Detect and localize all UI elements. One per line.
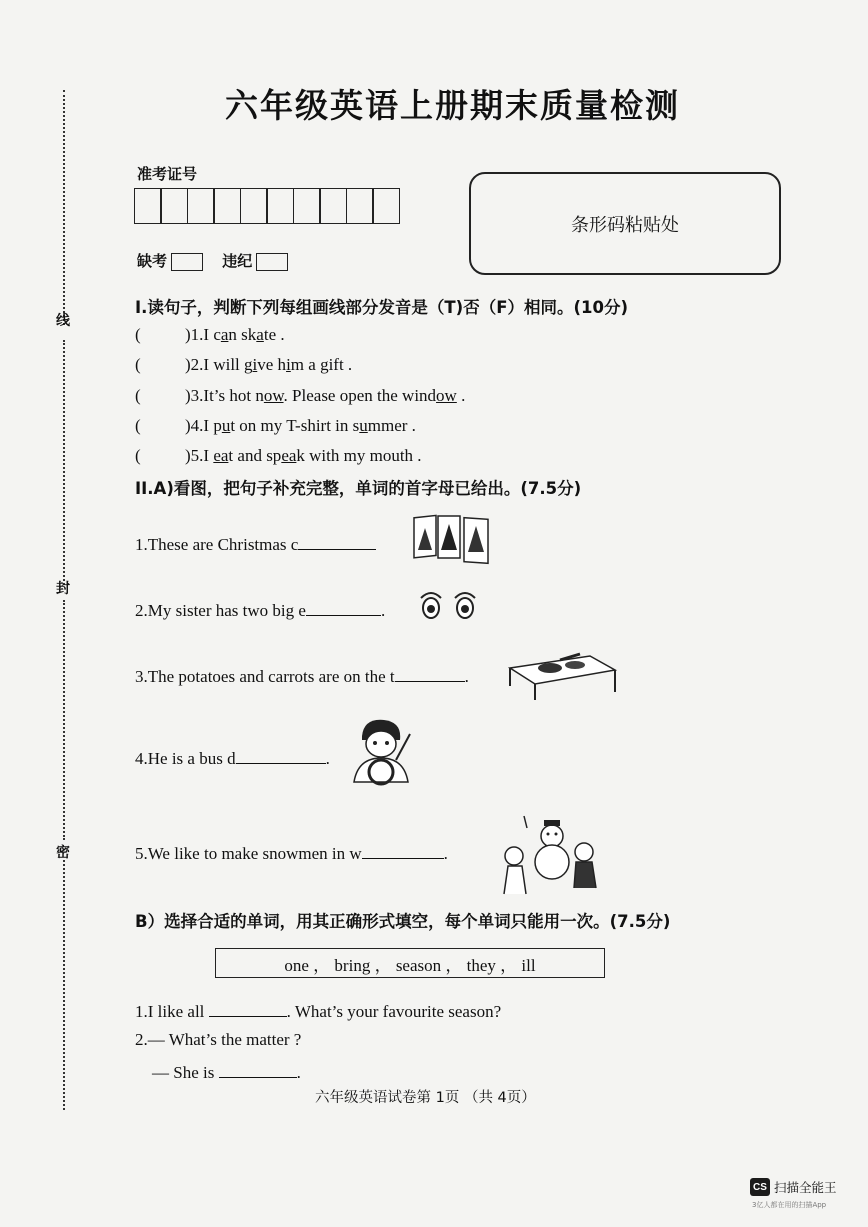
barcode-label: 条形码粘贴处 — [571, 214, 679, 236]
word-bank-words: one ， bring ， season ， they ， ill — [284, 955, 536, 975]
page-footer: 六年级英语试卷第 1页 （共 4页） — [315, 1090, 536, 1106]
binding-dotted-line — [63, 600, 65, 840]
section2b-q1: 1.I like all . What’s your favourite season? — [135, 999, 501, 1022]
section2a-item: 5.We like to make snowmen in w . — [135, 841, 448, 864]
binding-char: 线 — [56, 314, 70, 329]
exam-number-grid[interactable] — [135, 188, 400, 224]
section2a-item: 2.My sister has two big e . — [135, 598, 385, 621]
section2b-q2-question: 2.— What’s the matter ? — [135, 1030, 302, 1049]
binding-dotted-line — [63, 90, 65, 325]
binding-dotted-line — [63, 340, 65, 585]
section2b-q2-answer: — She is . — [152, 1060, 301, 1083]
section1-heading: I.读句子，判断下列每组画线部分发音是（T)否（F）相同。(10分) — [135, 298, 629, 317]
scanner-logo-icon: CS — [750, 1178, 770, 1196]
section1-item: ( )5.I eat and speak with my mouth . — [135, 446, 422, 465]
section2a-item: 1.These are Christmas c — [135, 532, 376, 555]
section1-item: ( )3.It’s hot now. Please open the window . — [135, 386, 466, 405]
word-bank — [215, 948, 605, 978]
absent-row — [137, 250, 288, 271]
eyes-picture — [418, 588, 480, 622]
scanner-watermark — [750, 1178, 837, 1196]
binding-dotted-line — [63, 860, 65, 1110]
table-picture — [505, 648, 620, 703]
scanner-app-name: 扫描全能王 — [774, 1180, 837, 1195]
answer-blank[interactable] — [395, 664, 465, 682]
answer-blank[interactable] — [306, 598, 381, 616]
answer-blank[interactable] — [209, 999, 287, 1017]
answer-blank[interactable] — [362, 841, 444, 859]
violation-label: 违纪 — [222, 252, 253, 270]
section1-item: ( )4.I put on my T-shirt in summer . — [135, 416, 416, 435]
scanner-tagline: 3亿人都在用的扫描App — [752, 1201, 827, 1209]
section2a-item: 4.He is a bus d . — [135, 746, 330, 769]
snowman-picture — [492, 808, 602, 896]
section2a-heading: II.A)看图，把句子补充完整，单词的首字母已给出。(7.5分) — [135, 479, 582, 498]
barcode-area — [469, 172, 781, 275]
section2a-item: 3.The potatoes and carrots are on the t . — [135, 664, 469, 687]
absent-label: 缺考 — [137, 252, 168, 270]
section1-item: ( )2.I will give him a gift . — [135, 355, 353, 374]
answer-blank[interactable] — [219, 1060, 297, 1078]
bus-driver-picture — [344, 714, 416, 784]
exam-title: 六年级英语上册期末质量检测 — [225, 86, 680, 125]
christmas-cards-picture — [412, 510, 502, 565]
violation-checkbox[interactable] — [256, 253, 288, 271]
absent-checkbox[interactable] — [171, 253, 203, 271]
binding-char: 封 — [56, 582, 70, 597]
answer-blank[interactable] — [298, 532, 376, 550]
exam-number-label: 准考证号 — [137, 165, 198, 183]
answer-blank[interactable] — [236, 746, 326, 764]
section1-item: ( )1.I can skate . — [135, 325, 285, 344]
binding-char: 密 — [56, 846, 70, 861]
section2b-heading: B）选择合适的单词，用其正确形式填空，每个单词只能用一次。(7.5分) — [135, 912, 671, 931]
